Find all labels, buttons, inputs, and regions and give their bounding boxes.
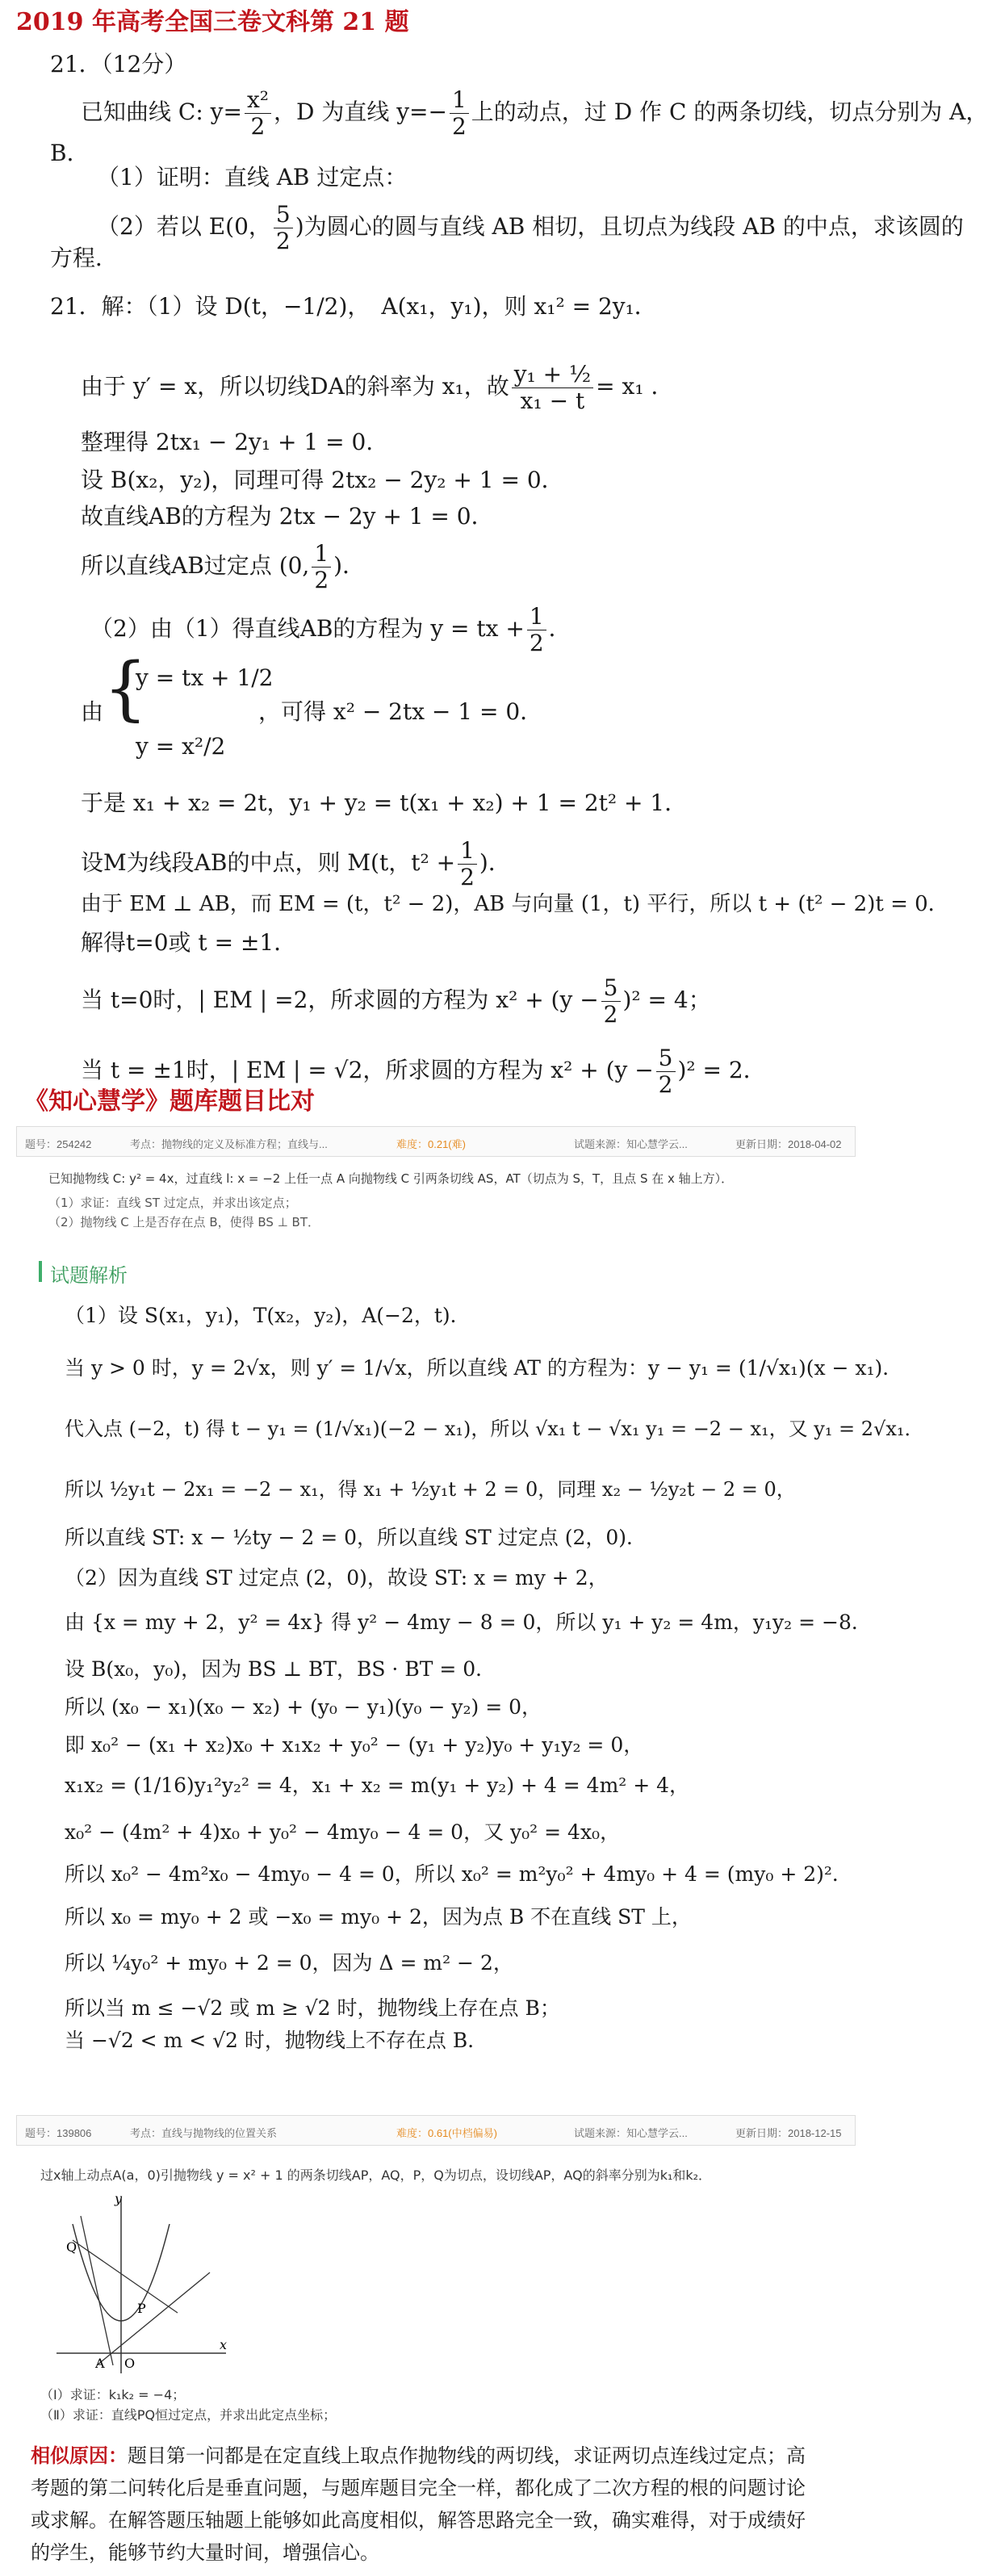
num: 5 [656,1045,676,1072]
bank-question-2-part-1: （Ⅰ）求证：k₁k₂ = −4； [40,2387,186,2402]
similar-text: 题目第一问都是在定直线上取点作抛物线的两切线，求证两切点连线过定点；高 [128,2444,806,2467]
den: 2 [275,228,291,255]
analysis-line: 由 {x = my + 2，y² = 4x} 得 y² − 4my − 8 = 0，所以 y₁ + y₂ = 4m，y₁y₂ = −8． [65,1611,872,1634]
frac-1-over-2 [527,604,546,656]
question-line-1 [81,87,988,140]
parabola-tangent-figure [48,2192,234,2377]
den: 2 [451,113,467,140]
tangent-line-aq [81,2216,113,2365]
analysis-line: （1）设 S(x₁，y₁)，T(x₂，y₂)，A(−2，t)． [65,1304,471,1327]
analysis-line: （2）因为直线 ST 过定点 (2，0)，故设 ST: x = my + 2， [65,1566,609,1590]
den: 2 [250,113,266,140]
frac-5-over-2 [601,975,621,1028]
question-part-2 [97,202,964,254]
sol-text: )² = 4； [622,986,711,1014]
similar-reason-line-3: 或求解。在解答题压轴题上能够如此高度相似，解答思路完全一致，确实难得，对于成绩好 [31,2509,806,2532]
solution-line-3: 整理得 2tx₁ − 2y₁ + 1 = 0. [81,429,374,455]
system-eq-1: y = tx + 1/2 [136,664,274,691]
num: 1 [312,541,331,568]
q-text: （2）若以 E(0， [97,213,271,241]
sol-text: 当 t = ±1时，| EM | = √2，所求圆的方程为 x² + (y − [81,1057,654,1084]
num: 5 [601,975,621,1002]
solution-line-4: 设 B(x₂，y₂)，同理可得 2tx₂ − 2y₂ + 1 = 0． [81,467,564,493]
analysis-line: 即 x₀² − (x₁ + x₂)x₀ + x₁x₂ + y₀² − (y₁ + y₂)y₀ + y₁y₂ = 0， [65,1733,644,1757]
analysis-line: 当 y > 0 时，y = 2√x，则 y′ = 1/√x，所以直线 AT 的方程为：y − y₁ = (1/√x₁)(x − x₁)． [65,1356,903,1380]
analysis-label: 试题解析 [50,1259,128,1288]
meta-date: 更新日期：2018-12-15 [735,2127,842,2139]
analysis-line: 所以 ½y₁t − 2x₁ = −2 − x₁，得 x₁ + ½y₁t + 2 = 0，同理 x₂ − ½y₂t − 2 = 0， [65,1478,796,1501]
solution-line-9: 于是 x₁ + x₂ = 2t，y₁ + y₂ = t(x₁ + x₂) + 1 = 2t² + 1． [81,790,688,816]
analysis-line: 设 B(x₀，y₀)，因为 BS ⊥ BT，BS · BT = 0． [65,1657,496,1681]
label-o: O [124,2356,136,2371]
analysis-line: x₀² − (4m² + 4)x₀ + y₀² − 4my₀ − 4 = 0，又 y₀² = 4x₀， [65,1820,621,1844]
solution-line-8: ，可得 x² − 2tx − 1 = 0． [258,698,543,725]
q-text: ，D 为直线 y=− [273,98,447,126]
frac-x2-over-2 [245,87,271,140]
frac-slope [512,362,593,414]
sol-text: = x₁ ． [596,373,674,400]
meta-source: 试题来源：知心慧学云... [574,2127,688,2139]
question-number: 21．（12分） [50,51,187,77]
q-text: 已知曲线 C: y= [81,98,242,126]
solution-line-1: 21．解：（1）设 D(t，−1/2)， A(x₁，y₁)，则 x₁² = 2y₁． [50,293,657,320]
meta-date: 更新日期：2018-04-02 [735,1138,842,1150]
question-part-1: （1）证明：直线 AB 过定点： [97,164,408,191]
analysis-line: 所以当 m ≤ −√2 或 m ≥ √2 时，抛物线上存在点 B； [65,1996,560,2020]
solution-line-6 [81,541,365,593]
similar-reason-line-4: 的学生，能够节约大量时间，增强信心。 [31,2541,379,2564]
num: 1 [527,604,546,630]
analysis-line: 所以 ¼y₀² + my₀ + 2 = 0，因为 Δ = m² − 2， [65,1951,513,1975]
sol-text: 当 t=0时，| EM | =2，所求圆的方程为 x² + (y − [81,986,599,1014]
solution-line-5: 故直线AB的方程为 2tx − 2y + 1 = 0． [81,503,494,530]
label-y: y [115,2191,123,2206]
solution-line-2 [81,362,673,414]
meta-source: 试题来源：知心慧学云... [574,1138,688,1150]
num: x² [245,87,271,114]
bank-question-1-part-2: （2）抛物线 C 上是否存在点 B，使得 BS ⊥ BT． [48,1215,320,1229]
bank-question-2-part-2: （Ⅱ）求证：直线PQ恒过定点，并求出此定点坐标； [40,2407,337,2423]
sol-text: ． [548,615,571,643]
system-eq-2: y = x²/2 [136,733,226,760]
den: x₁ − t [520,387,585,415]
analysis-line: 代入点 (−2，t) 得 t − y₁ = (1/√x₁)(−2 − x₁)，所以 √x₁ t − √x₁ y₁ = −2 − x₁，又 y₁ = 2√x₁． [65,1418,924,1440]
question-part-2-end: 方程． [50,245,119,271]
num: 1 [450,87,469,114]
analysis-line: x₁x₂ = (1/16)y₁²y₂² = 4，x₁ + x₂ = m(y₁ + y₂) + 4 = 4m² + 4， [65,1774,690,1797]
label-p: P [137,2301,146,2316]
solution-line-11: 由于 EM ⊥ AB，而 EM = (t，t² − 2)，AB 与向量 (1，t) 平行，所以 t + (t² − 2)t = 0． [81,892,949,916]
den: 2 [658,1071,673,1099]
label-x: x [220,2337,228,2352]
den: 2 [314,567,329,594]
frac-5-over-2 [274,202,293,254]
num: 5 [274,202,293,228]
question-line-2: B． [50,140,90,166]
sol-text: （2）由（1）得直线AB的方程为 y = tx + [90,615,525,643]
den: 2 [460,864,475,891]
den: 2 [603,1001,618,1028]
analysis-line: 当 −√2 < m < √2 时，抛物线上不存在点 B． [65,2029,488,2052]
num: y₁ + ½ [512,362,593,388]
analysis-line: 所以直线 ST: x − ½ty − 2 = 0，所以直线 ST 过定点 (2，0)． [65,1526,647,1549]
frac-1-over-2 [458,838,477,890]
frac-5-over-2 [656,1045,676,1098]
meta-id: 题号：139806 [25,2127,92,2139]
solution-line-13 [81,975,711,1028]
meta-point: 考点：抛物线的定义及标准方程；直线与... [130,1138,328,1150]
den: 2 [529,630,544,657]
label-q: Q [66,2239,77,2255]
meta-point: 考点：直线与抛物线的位置关系 [130,2127,278,2139]
analysis-line: 所以 (x₀ − x₁)(x₀ − x₂) + (y₀ − y₁)(y₀ − y₂) = 0， [65,1695,542,1719]
q-text: 上的动点，过 D 作 C 的两条切线，切点分别为 A， [471,98,988,126]
sol-text: )² = 2． [677,1057,766,1084]
similar-label: 相似原因： [31,2444,128,2467]
compare-title: 《知心慧学》题库题目比对 [24,1087,315,1116]
bank-question-2: 过x轴上动点A(a，0)引抛物线 y = x² + 1 的两条切线AP，AQ，P，Q为切点，设切线AP，AQ的斜率分别为k₁和k₂． [40,2168,712,2183]
sol-text: )． [333,552,366,580]
question-meta-bar-2 [16,2115,856,2146]
q-text: )为圆心的圆与直线 AB 相切，且切点为线段 AB 的中点，求该圆的 [295,213,964,241]
meta-difficulty: 难度：0.61(中档偏易) [396,2127,497,2139]
brace: { [103,648,148,729]
page-title: 2019 年高考全国三卷文科第 21 题 [16,8,409,36]
sol-text: 由于 y′ = x，所以切线DA的斜率为 x₁，故 [81,373,509,400]
bank-question-1-part-1: （1）求证：直线 ST 过定点，并求出该定点； [48,1196,297,1210]
question-meta-bar-1 [16,1126,856,1157]
frac-1-over-2 [450,87,469,140]
solution-line-12: 解得t=0或 t = ±1． [81,929,297,956]
analysis-line: 所以 x₀ = my₀ + 2 或 −x₀ = my₀ + 2，因为点 B 不在直线 ST 上， [65,1905,692,1929]
num: 1 [458,838,477,865]
frac-1-over-2 [312,541,331,593]
solution-line-10 [81,838,511,890]
label-a: A [95,2356,105,2371]
sol-text: )． [479,849,511,877]
meta-id: 题号：254242 [25,1138,92,1150]
analysis-line: 所以 x₀² − 4m²x₀ − 4my₀ − 4 = 0，所以 x₀² = m²y₀² + 4my₀ + 4 = (my₀ + 2)²． [65,1862,852,1886]
sol-text: 所以直线AB过定点 (0, [81,552,310,580]
sol-text: 设M为线段AB的中点，则 M(t，t² + [81,849,456,877]
similar-reason-line-2: 考题的第二问转化后是垂直问题，与题库题目完全一样，都化成了二次方程的根的问题讨论 [31,2477,806,2499]
meta-difficulty: 难度：0.21(难) [396,1138,466,1150]
solution-line-7 [90,604,571,656]
similar-reason-line-1 [31,2440,806,2472]
bank-question-1: 已知抛物线 C: y² = 4x，过直线 l: x = −2 上任一点 A 向抛物线 C 引两条切线 AS，AT（切点为 S，T，且点 S 在 x 轴上方）． [48,1171,734,1186]
solution-line-8-prefix: 由 [81,698,104,725]
